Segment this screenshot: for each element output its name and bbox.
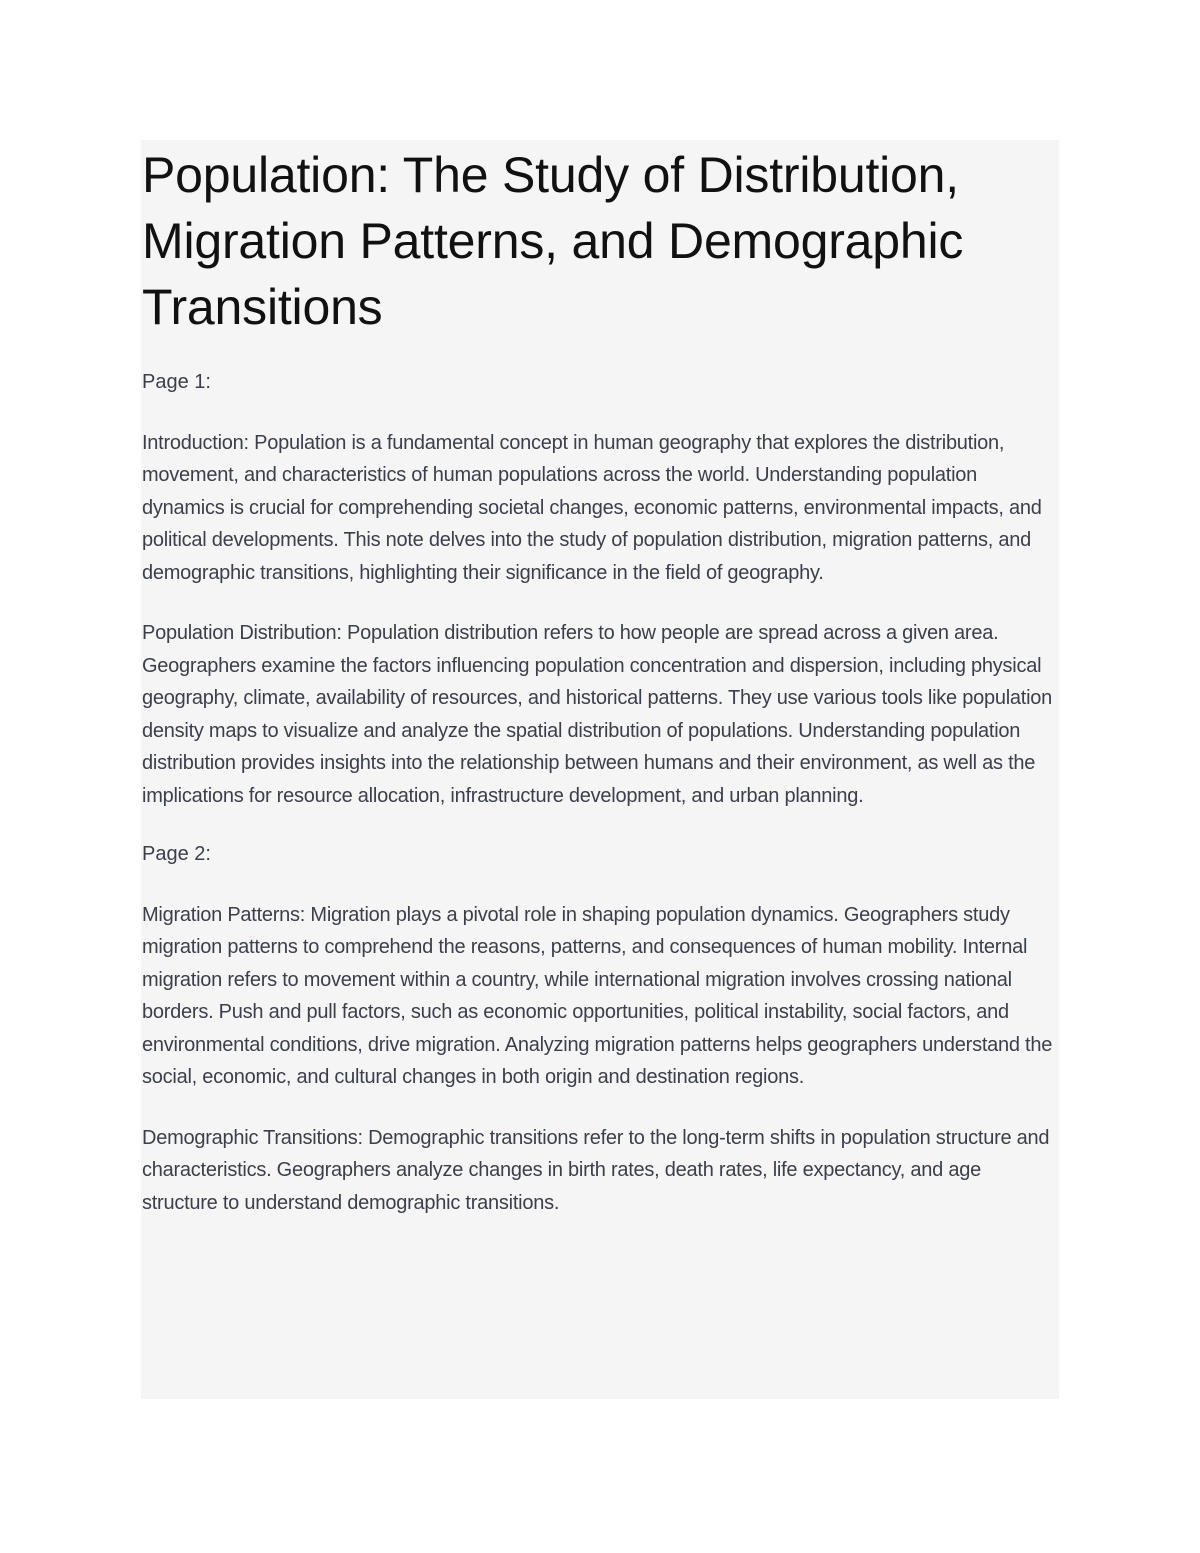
demographic-transitions-paragraph: Demographic Transitions: Demographic transitions refer to the long-term shifts in population structure and characteristics. Geographers analyze changes in birth rates, death rates, life expectancy, and age structure to understand demographic transitions. — [142, 1126, 1050, 1214]
document-title: Population: The Study of Distribution, Migration Patterns, and Demographic Transitions — [142, 147, 964, 335]
population-distribution-paragraph: Population Distribution: Population distribution refers to how people are spread across a given area. Geographers examine the factors influencing population concentration and dispersion, including physical geography, climate, availability of resources, and historical patterns. They use various tools like population density maps to visualize and analyze the spatial distribution of populations. Understanding population distribution provides insights into the relationship between humans and their environment, as well as the implications for resource allocation, infrastructure development, and urban planning. — [142, 622, 1053, 807]
document-content — [141, 140, 1059, 1399]
page-2-label: Page 2: — [142, 843, 211, 865]
page-1-label: Page 1: — [142, 371, 211, 393]
migration-patterns-paragraph: Migration Patterns: Migration plays a pivotal role in shaping population dynamics. Geographers study migration patterns to comprehend the reasons, patterns, and consequences of human mobility. Internal migration refers to movement within a country, while international migration involves crossing national borders. Push and pull factors, such as economic opportunities, political instability, social factors, and environmental conditions, drive migration. Analyzing migration patterns helps geographers understand the social, economic, and cultural changes in both origin and destination regions. — [142, 903, 1053, 1088]
introduction-paragraph: Introduction: Population is a fundamental concept in human geography that explores the distribution, movement, and characteristics of human populations across the world. Understanding population dynamics is crucial for comprehending societal changes, economic patterns, environmental impacts, and political developments. This note delves into the study of population distribution, migration patterns, and demographic transitions, highlighting their significance in the field of geography. — [142, 431, 1042, 584]
